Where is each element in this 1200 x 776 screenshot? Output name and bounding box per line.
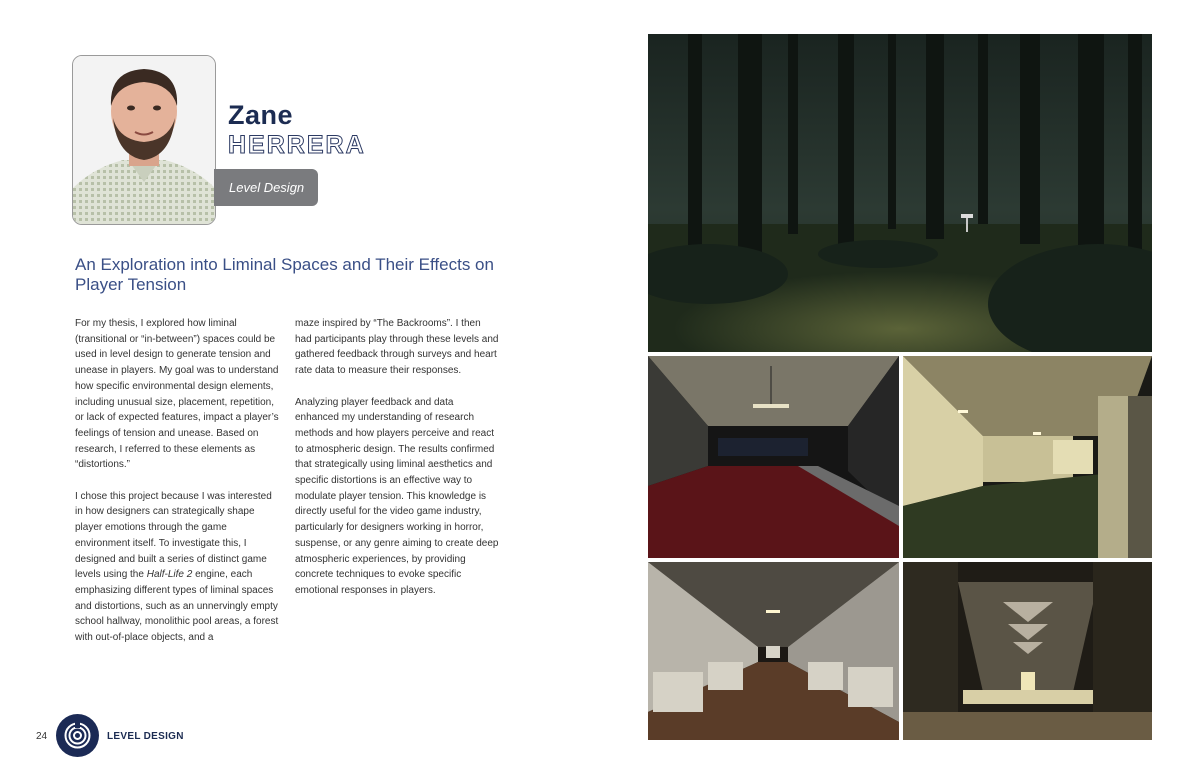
body-column-left (75, 316, 280, 646)
forest-level-screenshot (648, 34, 1152, 352)
last-name: HERRERA (228, 131, 366, 159)
paragraph: For my thesis, I explored how liminal (transitional or “in-between”) spaces could be used in level design to generate tension and unease in players. My goal was to understand how specific environmental design elements, including unusual size, placement, repetition, or lack of expected features, impact a player’s feelings of tension and unease. Based on research, I referred to these elements as “distortions.” (75, 318, 279, 471)
body-column-right (295, 316, 500, 599)
green-hallway-screenshot (903, 356, 1152, 558)
section-label: LEVEL DESIGN (107, 731, 184, 742)
paragraph: maze inspired by “The Backrooms”. I then had participants play through these levels and gathered feedback through surveys and heart rate data to measure their responses. (295, 318, 499, 377)
monolith-pool-screenshot (903, 562, 1152, 740)
school-hallway-screenshot (648, 562, 899, 740)
paragraph-text: I chose this project because I was interested in how designers can strategically shape player emotions through the game environment itself. To investigate this, I designed and built a series of distinct game levels using the (75, 490, 272, 581)
engine-name: Half-Life 2 (146, 569, 193, 581)
red-carpet-room-screenshot (648, 356, 899, 558)
role-label: Level Design (229, 180, 305, 195)
paragraph: Analyzing player feedback and data enhanced my understanding of research methods and how players perceive and react to atmospheric design. The results confirmed that strategically using liminal aesthetics and specific distortions is an effective way to modulate player tension. This knowledge is directly useful for the video game industry, particularly for designers working in horror, suspense, or any genre aiming to create deep atmospheric experiences, by providing concrete techniques to evoke specific emotional responses in players. (295, 396, 499, 596)
article-title: An Exploration into Liminal Spaces and Their Effects on Player Tension (75, 255, 494, 294)
profile-photo (72, 55, 216, 225)
first-name: Zane (228, 100, 294, 130)
paragraph-text: engine, each emphasizing different types of liminal spaces and distortions, such as an unnervingly empty school hallway, monolithic pool areas, a forest with out-of-place objects, and a (75, 569, 279, 644)
section-logo-icon (56, 714, 99, 757)
paragraph (75, 489, 280, 646)
page-number: 24 (36, 731, 48, 742)
role-badge (214, 169, 318, 206)
